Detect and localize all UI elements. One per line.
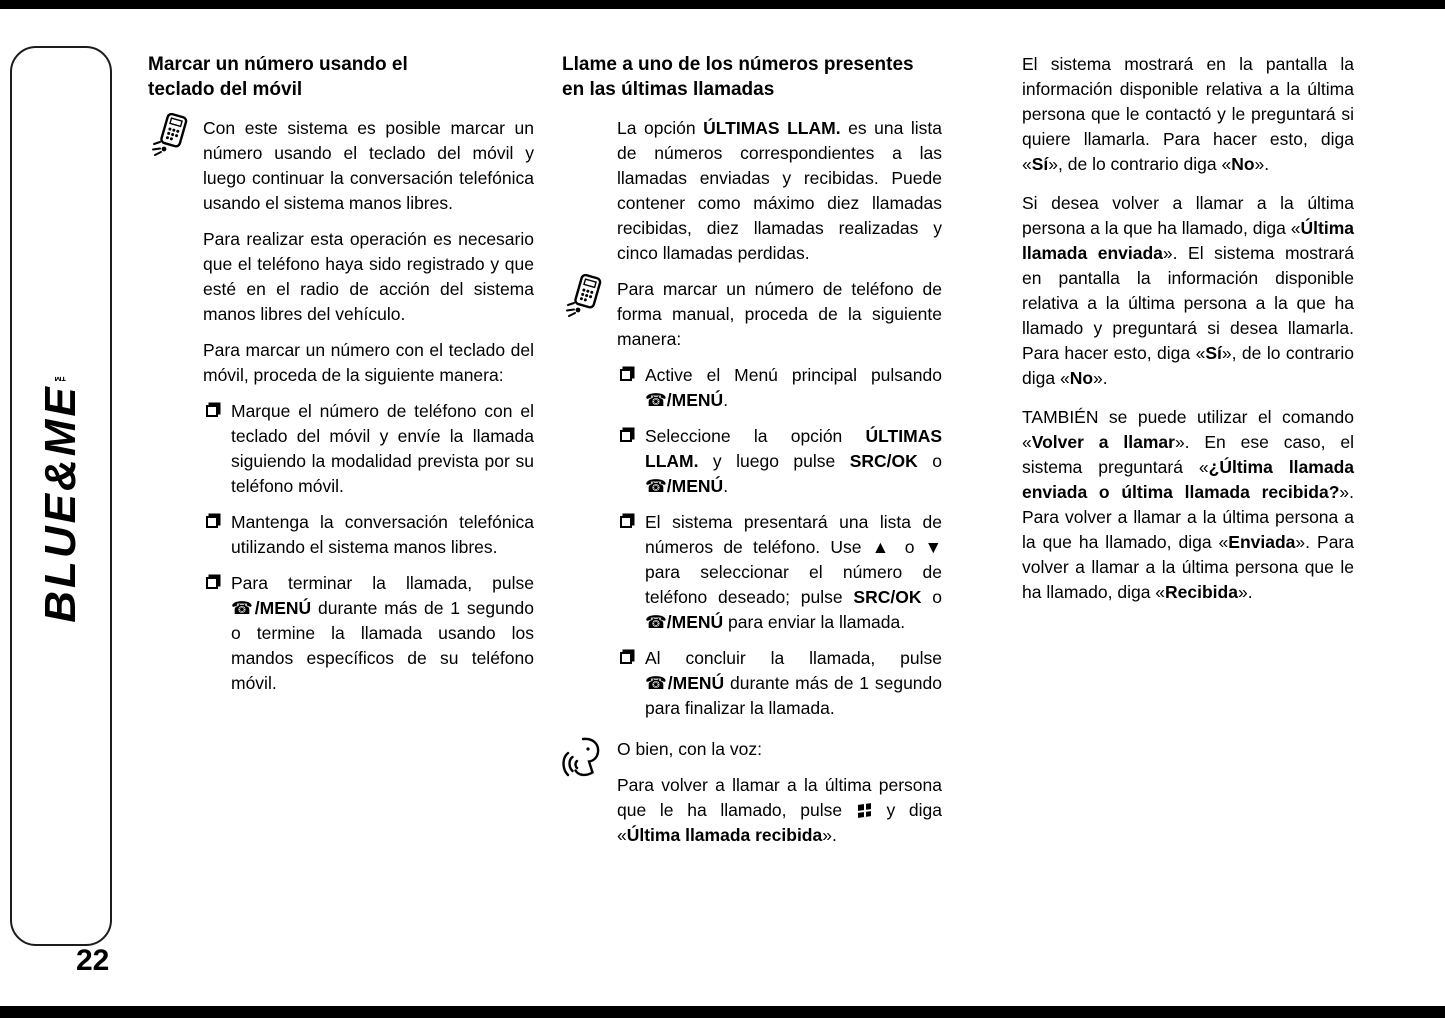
column-1	[148, 52, 534, 707]
paragraph	[617, 737, 942, 762]
square-bullet-icon	[206, 577, 218, 589]
windows-icon	[858, 803, 871, 818]
column-1-body	[148, 116, 534, 696]
list-item	[203, 571, 534, 696]
column-2	[562, 52, 942, 848]
list-item-text: El sistema presentará una lista de números de teléfono. Use ▲ o ▼ para seleccionar el número de teléfono deseado; pulse SRC/OK o ☎/MENÚ para enviar la llamada.	[645, 512, 942, 632]
paragraph: Para volver a llamar a la última persona que le ha llamado, pulse y diga «Última llamada recibida».	[617, 775, 942, 845]
paragraph-text: Con este sistema es posible marcar un número usando el teclado del móvil y luego continuar la conversación telefónica usando el sistema manos libres.	[203, 118, 534, 213]
list-item-text: Marque el número de teléfono con el teclado del móvil y envíe la llamada siguiendo la modalidad prevista por su teléfono móvil.	[231, 401, 534, 496]
square-bullet-icon	[206, 405, 218, 417]
section-heading-last-calls: Llame a uno de los números presentes en las últimas llamadas	[562, 54, 914, 100]
list-item	[203, 399, 534, 499]
list-item-text: Para terminar la llamada, pulse ☎/MENÚ durante más de 1 segundo o termine la llamada usando los mandos específicos de su teléfono móvil.	[231, 573, 535, 693]
page-number: 22	[76, 944, 110, 977]
list-item-text: Al concluir la llamada, pulse ☎/MENÚ durante más de 1 segundo para finalizar la llamada.	[645, 648, 943, 718]
blue-and-me-logo	[36, 369, 86, 623]
square-bullet-icon	[620, 369, 632, 381]
chapter-side-tab	[10, 46, 112, 946]
paragraph	[203, 116, 534, 216]
paragraph: Para realizar esta operación es necesario que el teléfono haya sido registrado y que esté en el radio de acción del sistema manos libres del vehículo.	[203, 229, 534, 324]
phone-keypad-icon	[147, 113, 195, 166]
paragraph-text: O bien, con la voz:	[617, 739, 762, 759]
list-item-text: Mantenga la conversación telefónica utilizando el sistema manos libres.	[231, 512, 534, 557]
paragraph-text: Para marcar un número de teléfono de forma manual, proceda de la siguiente manera:	[617, 279, 942, 349]
paragraph: Si desea volver a llamar a la última persona a la que ha llamado, diga «Última llamada enviada». El sistema mostrará en pantalla la información disponible relativa a la última persona a la que ha llamado y preguntará si desea llamarla. Para hacer esto, diga «Sí», de lo contrario diga «No».	[1022, 193, 1355, 388]
paragraph: Para marcar un número con el teclado del móvil, proceda de la siguiente manera:	[203, 340, 534, 385]
square-bullet-icon	[620, 430, 632, 442]
bottom-border-bar	[0, 1006, 1445, 1018]
phone-keypad-icon	[561, 274, 609, 327]
paragraph: La opción ÚLTIMAS LLAM. es una lista de números correspondientes a las llamadas enviadas y recibidas. Puede contener como máximo diez llamadas recibidas, diez llamadas realizadas y cinco llamadas perdidas.	[617, 118, 942, 263]
voice-command-icon	[561, 734, 609, 791]
column-3	[1022, 52, 1354, 605]
paragraph: TAMBIÉN se puede utilizar el comando «Volver a llamar». En ese caso, el sistema preguntará «¿Última llamada enviada o última llamada recibida?». Para volver a llamar a la última persona a la que ha llamado, diga «Enviada». Para volver a llamar a la última persona que le ha llamado, diga «Recibida».	[1022, 407, 1354, 602]
list-item	[617, 424, 942, 499]
column-2-body	[562, 116, 942, 848]
list-item	[203, 510, 534, 560]
list-item	[617, 510, 942, 635]
list-item	[617, 363, 942, 413]
square-bullet-icon	[620, 652, 632, 664]
content-columns	[148, 52, 1354, 848]
list-item	[617, 646, 942, 721]
section-heading-dial-with-keypad: Marcar un número usando el teclado del móvil	[148, 54, 408, 100]
column-3-body	[1022, 52, 1354, 605]
paragraph: El sistema mostrará en la pantalla la información disponible relativa a la última persona que le contactó y le preguntará si quiere llamarla. Para hacer esto, diga «Sí», de lo contrario diga «No».	[1022, 54, 1354, 174]
logo-text: BLUE&ME	[36, 384, 85, 623]
list-item-text: Seleccione la opción ÚLTIMAS LLAM. y luego pulse SRC/OK o ☎/MENÚ.	[645, 426, 942, 496]
top-border-bar	[0, 0, 1445, 9]
square-bullet-icon	[620, 516, 632, 528]
paragraph	[617, 277, 942, 352]
square-bullet-icon	[206, 516, 218, 528]
list-item-text: Active el Menú principal pulsando ☎/MENÚ.	[645, 365, 942, 410]
trademark-symbol: ™	[53, 369, 68, 385]
